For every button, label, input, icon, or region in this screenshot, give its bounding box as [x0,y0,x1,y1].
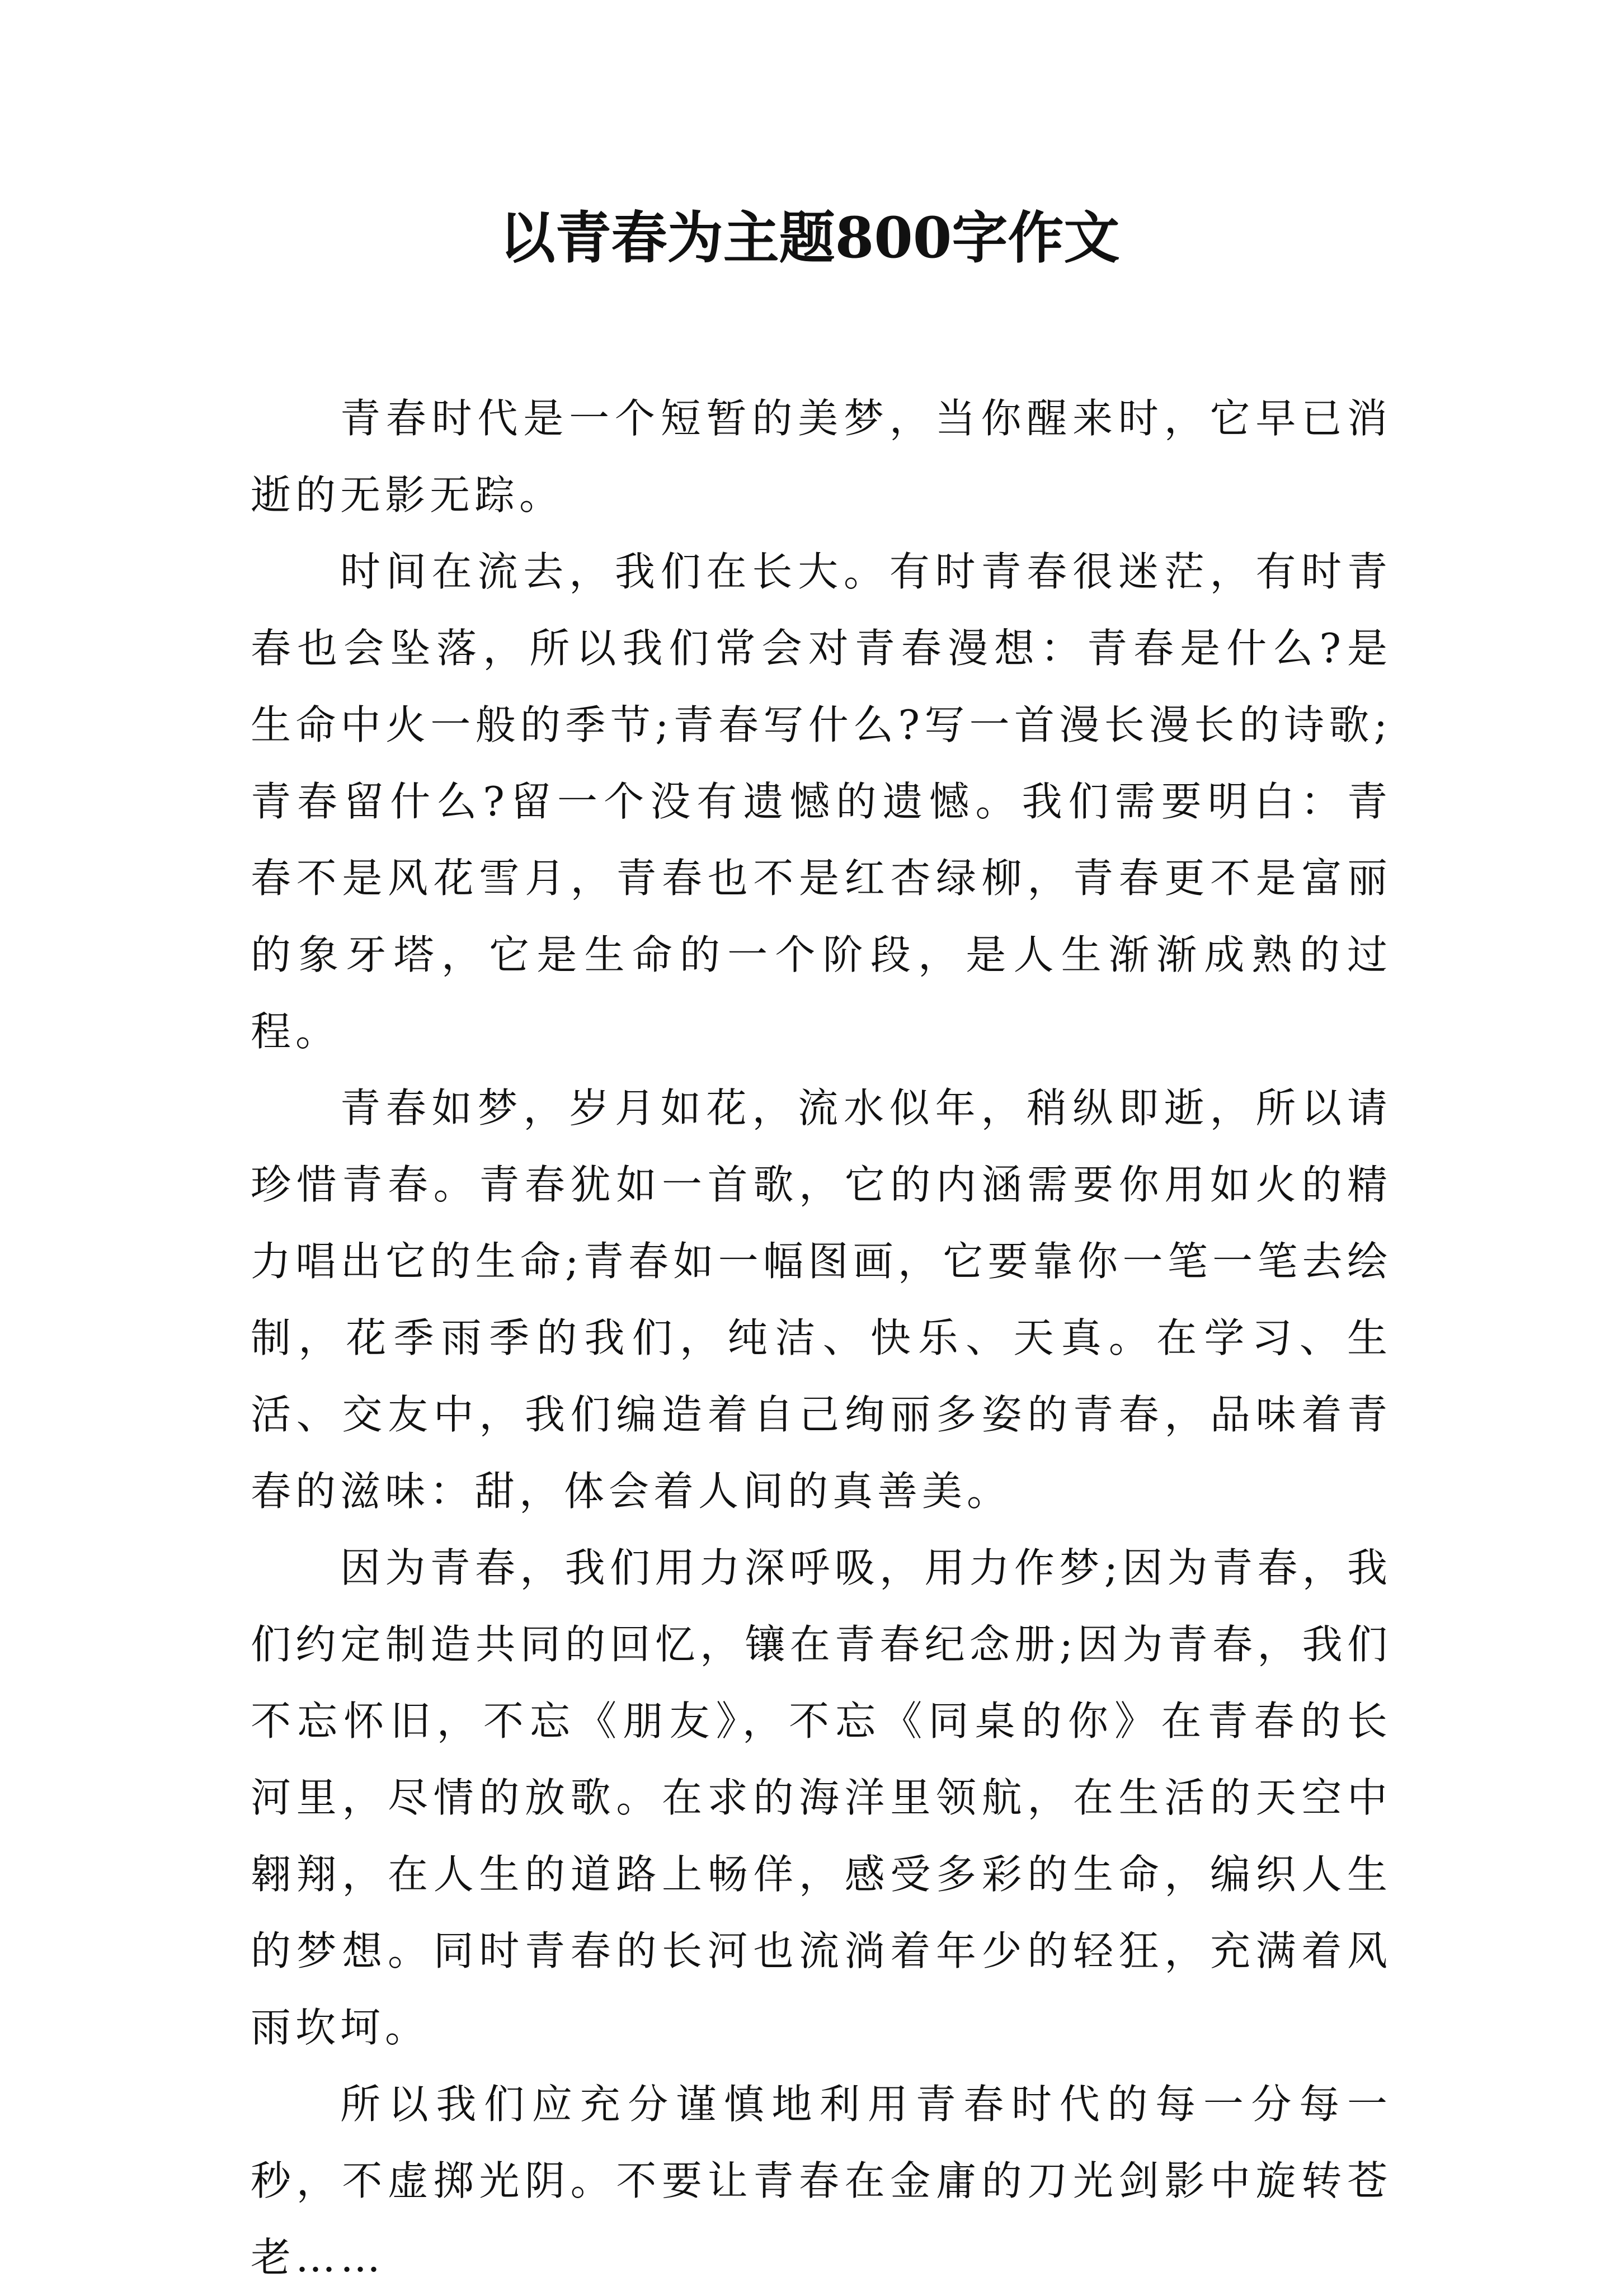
document-body [251,380,1392,2296]
paragraph: 因为青春，我们用力深呼吸，用力作梦;因为青春，我们约定制造共同的回忆，镶在青春纪念册;因为青春，我们不忘怀旧，不忘《朋友》，不忘《同桌的你》在青春的长河里，尽情的放歌。在求的海洋里领航，在生活的天空中翱翔，在人生的道路上畅佯，感受多彩的生命，编织人生的梦想。同时青春的长河也流淌着年少的轻狂，充满着风雨坎坷。 [251,1544,1392,2051]
paragraph: 所以我们应充分谨慎地利用青春时代的每一分每一秒，不虚掷光阴。不要让青春在金庸的刀光剑影中旋转苍老…… [251,2081,1392,2281]
paragraph: 时间在流去，我们在长大。有时青春很迷茫，有时青春也会坠落，所以我们常会对青春漫想：青春是什么?是生命中火一般的季节;青春写什么?写一首漫长漫长的诗歌;青春留什么?留一个没有遗憾的遗憾。我们需要明白：青春不是风花雪月，青春也不是红杏绿柳，青春更不是富丽的象牙塔，它是生命的一个阶段，是人生渐渐成熟的过程。 [251,548,1392,1055]
paragraph: 青春时代是一个短暂的美梦，当你醒来时，它早已消逝的无影无踪。 [251,395,1392,518]
paragraph: 青春如梦，岁月如花，流水似年，稍纵即逝，所以请珍惜青春。青春犹如一首歌，它的内涵需要你用如火的精力唱出它的生命;青春如一幅图画，它要靠你一笔一笔去绘制，花季雨季的我们，纯洁、快乐、天真。在学习、生活、交友中，我们编造着自己绚丽多姿的青春，品味着青春的滋味：甜，体会着人间的真善美。 [251,1085,1392,1515]
document-title: 以青春为主题800字作文 [499,205,1120,271]
